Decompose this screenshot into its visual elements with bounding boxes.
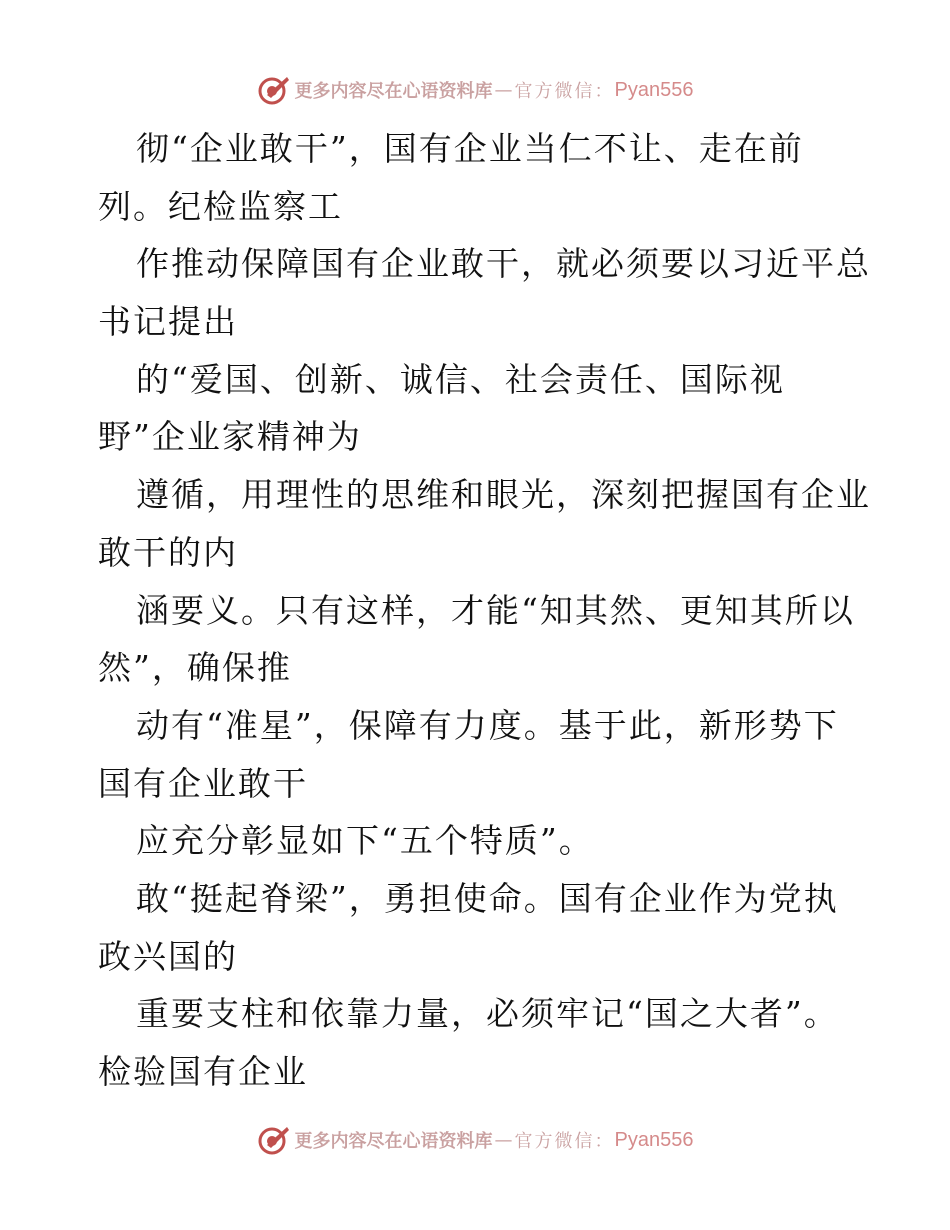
banner-text: 更多内容尽在心语资料库 bbox=[294, 81, 493, 102]
banner-wechat-label: 官方微信： bbox=[514, 81, 615, 102]
text-line: 涵要义。只有这样，才能“知其然、更知其所以 bbox=[136, 590, 855, 630]
banner-dash: — bbox=[494, 1129, 513, 1151]
text-line: 应充分彰显如下“五个特质”。 bbox=[136, 821, 594, 861]
text-line: 野”企业家精神为 bbox=[98, 417, 362, 457]
text-line: 重要支柱和依靠力量，必须牢记“国之大者”。 bbox=[136, 994, 839, 1034]
footer-banner bbox=[0, 1122, 950, 1158]
text-line: 敢干的内 bbox=[98, 532, 238, 572]
banner-text: 更多内容尽在心语资料库 bbox=[294, 1131, 493, 1152]
text-line: 然”，确保推 bbox=[98, 648, 292, 688]
text-line: 作推动保障国有企业敢干，就必须要以习近平总 bbox=[136, 244, 871, 284]
banner-dash: — bbox=[494, 79, 513, 101]
text-line: 遵循，用理性的思维和眼光，深刻把握国有企业 bbox=[136, 475, 871, 515]
text-line: 书记提出 bbox=[98, 302, 238, 342]
banner-wechat-id: Pyan556 bbox=[614, 1128, 694, 1151]
quill-seal-logo-icon bbox=[257, 1123, 291, 1157]
banner-wechat-label: 官方微信： bbox=[514, 1131, 615, 1152]
text-line: 国有企业敢干 bbox=[98, 763, 308, 803]
quill-seal-logo-icon bbox=[257, 73, 291, 107]
text-line: 检验国有企业 bbox=[98, 1052, 308, 1091]
text-line: 动有“准星”，保障有力度。基于此，新形势下 bbox=[136, 705, 839, 745]
text-line: 的“爱国、创新、诚信、社会责任、国际视 bbox=[136, 359, 785, 399]
text-line: 政兴国的 bbox=[98, 936, 238, 976]
text-line: 列。纪检监察工 bbox=[98, 186, 343, 226]
text-line: 敢“挺起脊梁”，勇担使命。国有企业作为党执 bbox=[136, 878, 839, 918]
body-text bbox=[98, 120, 871, 1101]
banner-wechat-id: Pyan556 bbox=[614, 78, 694, 101]
header-banner bbox=[0, 72, 950, 108]
text-line: 彻“企业敢干”，国有企业当仁不让、走在前 bbox=[136, 129, 804, 168]
